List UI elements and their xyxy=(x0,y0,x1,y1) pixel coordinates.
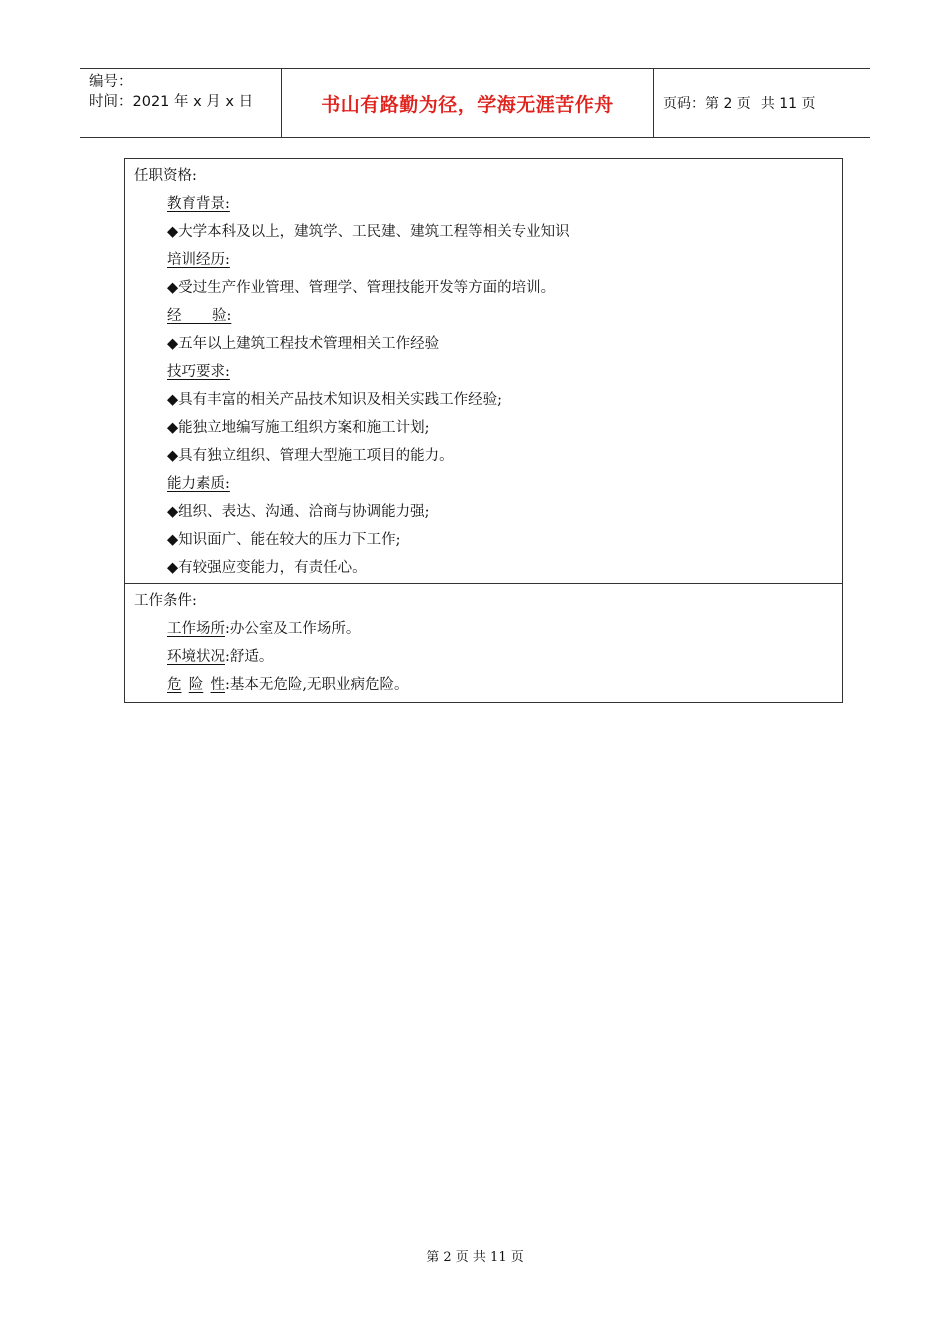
workplace-value: :办公室及工作场所。 xyxy=(225,621,361,637)
environment-row xyxy=(167,647,273,667)
list-item: ◆具有丰富的相关产品技术知识及相关实践工作经验; xyxy=(167,392,503,408)
list-item: ◆组织、表达、沟通、洽商与协调能力强; xyxy=(167,504,430,520)
work-conditions-section xyxy=(124,583,843,703)
list-item: ◆具有独立组织、管理大型施工项目的能力。 xyxy=(167,448,454,464)
document-header xyxy=(80,68,870,138)
experience-heading-rest: 验: xyxy=(211,308,232,324)
training-heading: 培训经历: xyxy=(167,252,230,268)
danger-label xyxy=(167,677,225,693)
experience-heading-char: 经 xyxy=(167,308,212,324)
abilities-heading: 能力素质: xyxy=(167,476,230,492)
danger-value: :基本无危险,无职业病危险。 xyxy=(225,677,409,693)
environment-label: 环境状况 xyxy=(167,649,225,665)
page-footer: 第 2 页 共 11 页 xyxy=(426,1250,524,1265)
danger-label-char: 性 xyxy=(210,677,225,693)
document-time-label: 时间：2021 年 x 月 x 日 xyxy=(89,94,254,110)
header-motto: 书山有路勤为径，学海无涯苦作舟 xyxy=(282,69,654,137)
list-item: ◆知识面广、能在较大的压力下工作; xyxy=(167,532,401,548)
list-item: ◆有较强应变能力，有责任心。 xyxy=(167,560,367,576)
header-page-number: 页码：第 2 页 xyxy=(663,96,751,112)
training-item: ◆受过生产作业管理、管理学、管理技能开发等方面的培训。 xyxy=(167,280,556,296)
danger-label-char: 险 xyxy=(188,677,204,693)
header-page-total: 共 11 页 xyxy=(760,96,816,112)
workplace-row xyxy=(167,619,360,639)
qualifications-title: 任职资格: xyxy=(134,168,197,184)
document-number-label: 编号： xyxy=(89,74,133,90)
experience-item: ◆五年以上建筑工程技术管理相关工作经验 xyxy=(167,336,440,352)
environment-value: :舒适。 xyxy=(225,649,274,665)
education-item: ◆大学本科及以上，建筑学、工民建、建筑工程等相关专业知识 xyxy=(167,224,570,240)
qualifications-section xyxy=(124,158,843,584)
workplace-label: 工作场所 xyxy=(167,621,225,637)
list-item: ◆能独立地编写施工组织方案和施工计划; xyxy=(167,420,430,436)
header-meta-cell xyxy=(80,69,282,137)
danger-row xyxy=(167,675,409,695)
header-page-info xyxy=(654,69,870,137)
education-heading: 教育背景: xyxy=(167,196,230,212)
danger-label-char: 危 xyxy=(167,677,182,693)
skills-heading: 技巧要求: xyxy=(167,364,230,380)
experience-heading xyxy=(167,306,231,326)
work-conditions-title: 工作条件: xyxy=(134,593,197,609)
